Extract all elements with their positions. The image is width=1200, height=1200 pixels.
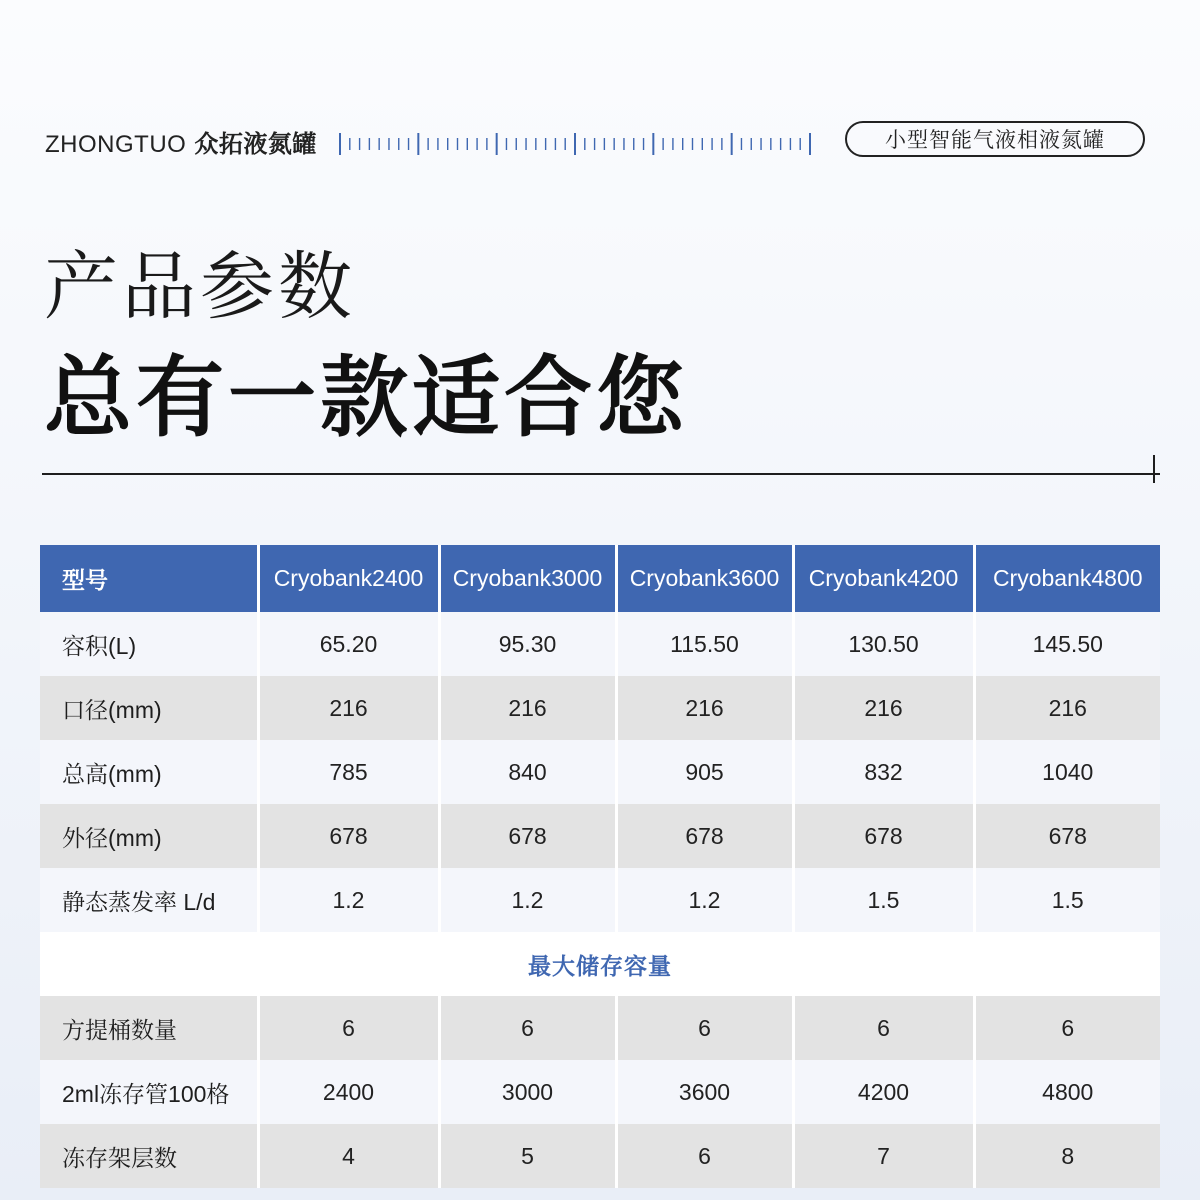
cell: 1.2	[439, 868, 616, 932]
cell: 3000	[439, 1060, 616, 1124]
table-row	[40, 1060, 1160, 1124]
cell: 7	[793, 1124, 974, 1188]
header-cell: Cryobank3600	[616, 545, 793, 612]
table-row	[40, 612, 1160, 676]
cell: 678	[258, 804, 439, 868]
row-label: 容积(L)	[40, 612, 258, 676]
cell: 5	[439, 1124, 616, 1188]
spec-table	[40, 545, 1160, 1188]
page-subtitle: 总有一款适合您	[44, 348, 689, 447]
header-cell: Cryobank2400	[258, 545, 439, 612]
row-label: 静态蒸发率 L/d	[40, 868, 258, 932]
cell: 678	[616, 804, 793, 868]
row-label: 冻存架层数	[40, 1124, 258, 1188]
header-cell: Cryobank4800	[974, 545, 1160, 612]
cell: 4	[258, 1124, 439, 1188]
cell: 678	[439, 804, 616, 868]
cell: 6	[616, 996, 793, 1060]
cell: 216	[439, 676, 616, 740]
table-row	[40, 740, 1160, 804]
product-tag: 小型智能气液相液氮罐	[845, 121, 1145, 157]
cell: 905	[616, 740, 793, 804]
cell: 4800	[974, 1060, 1160, 1124]
table-row	[40, 676, 1160, 740]
cell: 785	[258, 740, 439, 804]
row-label: 总高(mm)	[40, 740, 258, 804]
cell: 4200	[793, 1060, 974, 1124]
cell: 1.2	[616, 868, 793, 932]
table-row	[40, 1124, 1160, 1188]
cell: 1.5	[793, 868, 974, 932]
brand	[45, 124, 317, 159]
cell: 2400	[258, 1060, 439, 1124]
divider-line	[42, 473, 1160, 475]
section-header-row	[40, 932, 1160, 996]
cell: 145.50	[974, 612, 1160, 676]
cell: 3600	[616, 1060, 793, 1124]
cell: 216	[793, 676, 974, 740]
row-label: 2ml冻存管100格	[40, 1060, 258, 1124]
cell: 6	[258, 996, 439, 1060]
cell: 6	[616, 1124, 793, 1188]
cell: 1040	[974, 740, 1160, 804]
cell: 840	[439, 740, 616, 804]
ruler-decoration	[338, 132, 812, 156]
table-row	[40, 996, 1160, 1060]
cell: 216	[258, 676, 439, 740]
brand-english-name: ZHONGTUO	[45, 131, 187, 158]
header-cell: Cryobank4200	[793, 545, 974, 612]
row-label: 外径(mm)	[40, 804, 258, 868]
cell: 678	[793, 804, 974, 868]
table-header-row	[40, 545, 1160, 612]
cell: 130.50	[793, 612, 974, 676]
table-row	[40, 804, 1160, 868]
header-cell: Cryobank3000	[439, 545, 616, 612]
cell: 8	[974, 1124, 1160, 1188]
brand-chinese-name: 众拓液氮罐	[194, 131, 317, 158]
divider-end-mark	[1153, 455, 1155, 483]
cell: 216	[616, 676, 793, 740]
cell: 678	[974, 804, 1160, 868]
cell: 6	[974, 996, 1160, 1060]
cell: 216	[974, 676, 1160, 740]
section-title: 最大储存容量	[40, 932, 1160, 996]
row-label: 方提桶数量	[40, 996, 258, 1060]
cell: 6	[793, 996, 974, 1060]
cell: 95.30	[439, 612, 616, 676]
cell: 1.5	[974, 868, 1160, 932]
cell: 65.20	[258, 612, 439, 676]
cell: 832	[793, 740, 974, 804]
header-cell-model: 型号	[40, 545, 258, 612]
cell: 6	[439, 996, 616, 1060]
table-row	[40, 868, 1160, 932]
row-label: 口径(mm)	[40, 676, 258, 740]
cell: 115.50	[616, 612, 793, 676]
page-title: 产品参数	[44, 245, 356, 328]
cell: 1.2	[258, 868, 439, 932]
